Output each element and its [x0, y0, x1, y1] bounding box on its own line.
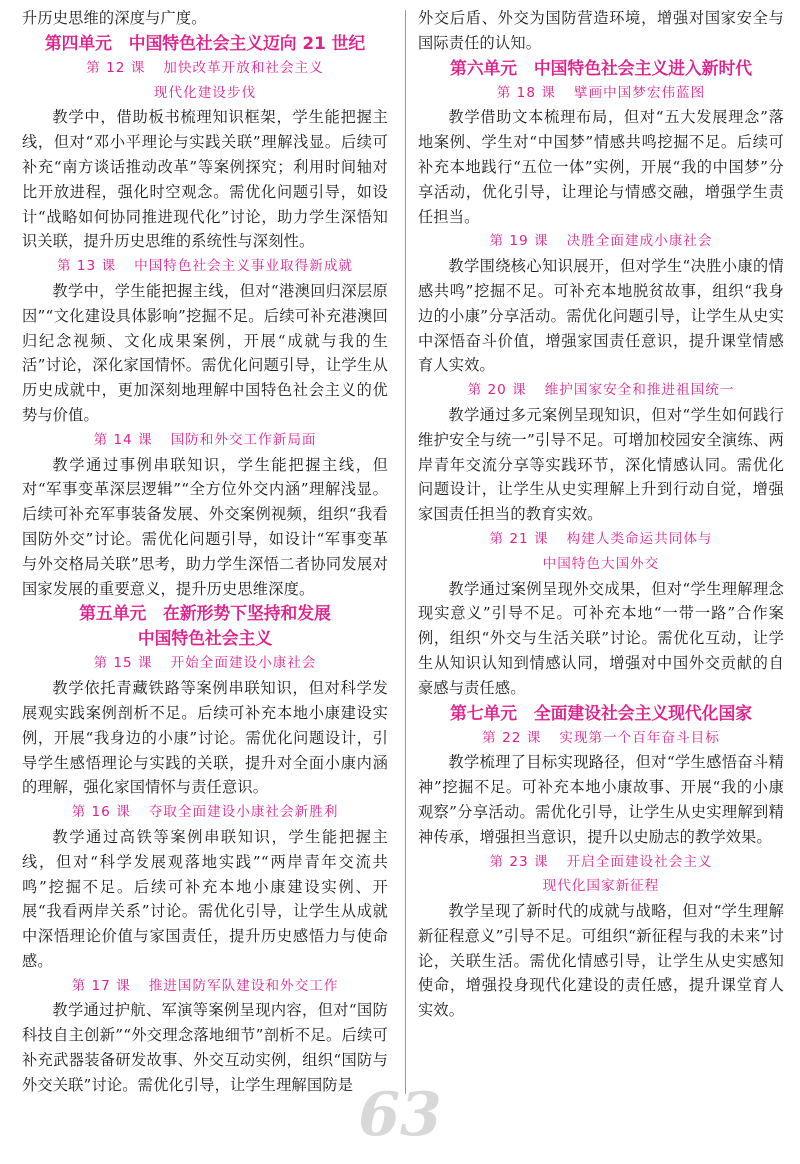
lesson-number: 第 20 课 — [467, 382, 527, 399]
lesson-number: 第 23 课 — [489, 853, 549, 870]
lesson-20-title — [418, 378, 784, 403]
paragraph: 教学呈现了新时代的成就与战略，但对“学生理解新征程意义”引导不足。可组织“新征程与我的未来”讨论，关联生活。需优化情感引导，让学生从史实感知使命，增强投身现代化建设的责任感，提升课堂育人实效。 — [418, 902, 784, 1020]
lesson-number: 第 12 课 — [86, 59, 146, 76]
paragraph: 教学梳理了目标实现路径，但对“学生感悟奋斗精神”挖掘不足。可补充本地小康故事、开展“我的小康观察”分享活动。需优化引导，让学生从史实理解到精神传承，增强担当意识，提升以史励志的教学效果。 — [418, 753, 784, 846]
paragraph: 教学通过高铁等案例串联知识，学生能把握主线，但对“科学发展观落地实践”“两岸青年交流共鸣”挖掘不足。后续可补充本地小康建设实例、开展“我看两岸关系”讨论。需优化引导，让学生从成就中深悟理论价值与家国责任，提升历史感悟力与使命感。 — [22, 827, 388, 970]
lesson-number: 第 16 课 — [71, 804, 131, 821]
lesson-number: 第 21 课 — [489, 530, 549, 547]
lesson-12-title-line2: 现代化建设步伐 — [153, 84, 257, 101]
lesson-16-title — [22, 800, 388, 825]
lesson-23-title-line2: 现代化国家新征程 — [542, 878, 660, 895]
lesson-number: 第 19 课 — [489, 233, 549, 250]
lesson-21-title — [418, 527, 784, 552]
unit-5-title: 第五单元 在新形势下坚持和发展 — [79, 603, 331, 624]
lesson-name: 实现第一个百年奋斗目标 — [559, 729, 720, 746]
lesson-21-title-line2: 中国特色大国外交 — [542, 555, 660, 572]
lesson-name: 加快改革开放和社会主义 — [163, 59, 324, 76]
paragraph: 教学依托青藏铁路等案例串联知识，但对科学发展观实践案例剖析不足。后续可补充本地小康建设实例，开展“我身边的小康”讨论。需优化问题设计，引导学生感悟理论与实践的关联，提升对全面小康内涵的理解，强化家国情怀与责任意识。 — [22, 679, 388, 797]
lesson-number: 第 17 课 — [71, 977, 131, 994]
lesson-name: 维护国家安全和推进祖国统一 — [544, 382, 735, 399]
paragraph: 教学通过事例串联知识，学生能把握主线，但对“军事变革深层逻辑”“全方位外交内涵”理解浅显。后续可补充军事装备发展、外交案例视频，组织“我看国防外交”讨论。需优化问题引导，如设计“军事变革与外交格局关联”思考，助力学生深悟二者协同发展对国家发展的重要意义，提升历史思维深度。 — [22, 455, 388, 598]
lesson-name: 国防和外交工作新局面 — [170, 431, 317, 448]
lesson-number: 第 18 课 — [496, 84, 556, 101]
lesson-17-title — [22, 974, 388, 999]
lesson-name: 决胜全面建成小康社会 — [566, 233, 713, 250]
paragraph: 教学通过护航、军演等案例呈现内容，但对“国防科技自主创新”“外交理念落地细节”剖析不足。后续可补充武器装备研发故事、外交互动实例，组织“国防与外交关联”讨论。需优化引导，让学生理解国防是 — [22, 1001, 388, 1094]
lesson-19-title — [418, 229, 784, 254]
lesson-name: 开启全面建设社会主义 — [566, 853, 713, 870]
lesson-number: 第 22 课 — [482, 729, 542, 746]
lesson-name: 推进国防军队建设和外交工作 — [148, 977, 339, 994]
unit-5-title-line2: 中国特色社会主义 — [137, 628, 273, 649]
lesson-number: 第 13 课 — [56, 258, 117, 275]
lesson-23-title — [418, 850, 784, 875]
page-number: 63 — [358, 1080, 442, 1150]
lesson-12-title — [22, 56, 388, 81]
lesson-15-title — [22, 651, 388, 676]
lesson-name: 构建人类命运共同体与 — [566, 530, 713, 547]
paragraph: 教学围绕核心知识展开，但对学生“决胜小康的情感共鸣”挖掘不足。可补充本地脱贫故事，组织“我身边的小康”分享活动。需优化问题引导，让学生从史实中深悟奋斗价值，增强家国责任意识，提升课堂情感育人实效。 — [418, 257, 784, 375]
paragraph: 教学中，学生能把握主线，但对“港澳回归深层原因”“文化建设具体影响”挖掘不足。后续可补充港澳回归纪念视频、文化成果案例，开展“成就与我的生活”讨论，深化家国情怀。需优化问题引导，让学生从历史成就中，更加深刻地理解中国特色社会主义的优势与价值。 — [22, 281, 388, 424]
column-divider — [405, 10, 406, 1094]
paragraph: 教学借助文本梳理布局，但对“五大发展理念”落地案例、学生对“中国梦”情感共鸣挖掘不足。后续可补充本地践行“五位一体”实例，开展“我的中国梦”分享活动，优化引导，让理论与情感交融，增强学生责任担当。 — [418, 108, 784, 226]
right-column — [418, 6, 784, 1023]
unit-7-title: 第七单元 全面建设社会主义现代化国家 — [449, 702, 753, 723]
paragraph: 教学通过多元案例呈现知识，但对“学生如何践行维护安全与统一”引导不足。可增加校园安全演练、两岸青年交流分享等实践环节，深化情感认同。需优化问题设计，让学生从史实理解上升到行动自觉，增强家国责任担当的教育实效。 — [418, 405, 784, 524]
lesson-18-title — [418, 81, 784, 106]
lesson-13-title — [22, 254, 388, 279]
paragraph: 教学中，借助板书梳理知识框架，学生能把握主线，但对“邓小平理论与实践关联”理解浅显。后续可补充“南方谈话推动改革”等案例探究；利用时间轴对比开放进程，强化时空观念。需优化问题引导，如设计“战略如何协同推进现代化”讨论，助力学生深悟知识关联，提升历史思维的系统性与深刻性。 — [22, 108, 388, 251]
lesson-14-title — [22, 428, 388, 453]
paragraph: 教学通过案例呈现外交成果，但对“学生理解理念现实意义”引导不足。可补充本地“一带一路”合作案例，组织“外交与生活关联”讨论。需优化互动，让学生从知识认知到情感认同，增强对中国外交贡献的自豪感与责任感。 — [418, 579, 784, 697]
unit-6-title: 第六单元 中国特色社会主义进入新时代 — [449, 57, 753, 78]
unit-4-title: 第四单元 中国特色社会主义迈向 21 世纪 — [44, 32, 366, 53]
lesson-name: 擘画中国梦宏伟蓝图 — [573, 84, 706, 101]
article-page — [22, 6, 784, 1106]
paragraph: 升历史思维的深度与广度。 — [22, 9, 207, 27]
paragraph: 外交后盾、外交为国防营造环境，增强对国家安全与国际责任的认知。 — [418, 9, 784, 52]
lesson-name: 开始全面建设小康社会 — [170, 655, 317, 672]
lesson-number: 第 14 课 — [93, 431, 153, 448]
lesson-number: 第 15 课 — [93, 655, 153, 672]
lesson-name: 夺取全面建设小康社会新胜利 — [148, 804, 339, 821]
left-column — [22, 6, 388, 1098]
lesson-22-title — [418, 726, 784, 751]
lesson-name: 中国特色社会主义事业取得新成就 — [134, 258, 354, 275]
